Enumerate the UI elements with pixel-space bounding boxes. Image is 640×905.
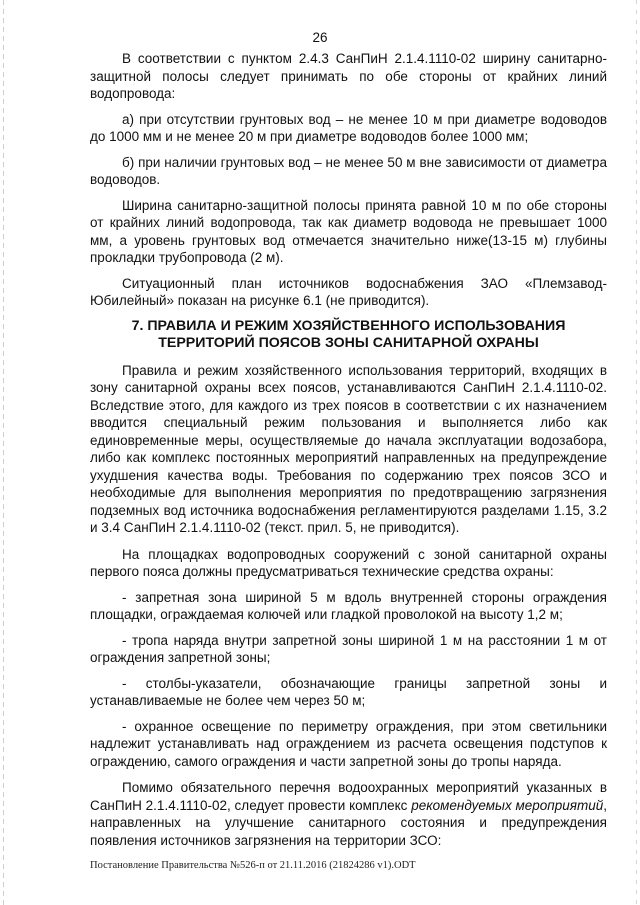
section-heading <box>90 318 607 353</box>
section-heading-line1: 7. ПРАВИЛА И РЕЖИМ ХОЗЯЙСТВЕННОГО ИСПОЛЬЗОВАНИЯ <box>131 317 566 334</box>
paragraph-situational-plan: Ситуационный план источников водоснабжения ЗАО «Племзавод-Юбилейный» показан на рисунке 6.1 (не приводится). <box>90 275 607 308</box>
scan-edge-left <box>3 0 4 905</box>
paragraph-rules-regime: Правила и режим хозяйственного использования территорий, входящих в зону санитарной охраны всех поясов, устанавливаются СанПиН 2.1.4.1110-02. Вследствие этого, для каждого из трех поясов в соответствии с их назначением вводится специальный режим пользования и выполняется либо как единовременные меры, осуществляемые до начала эксплуатации водозабора, либо как комплекс постоянных мероприятий направленных на предупреждение ухудшения качества воды. Требования по содержанию трех поясов ЗСО и необходимые для выполнения мероприятия по предотвращению загрязнения подземных вод источника водоснабжения регламентируются разделами 1.15, 3.2 и 3.4 СанПиН 2.1.4.1110-02 (текст. прил. 5, не приводится). <box>90 362 607 535</box>
paragraph-strip-width: Ширина санитарно-защитной полосы принята равной 10 м по обе стороны от крайних линий водопровода, так как диаметр водовода не превышает 1000 мм, а уровень грунтовых вод отмечается значительно ниже(13-15 м) глубины прокладки трубопровода (2 м). <box>90 197 607 265</box>
paragraph-item-a: а) при отсутствии грунтовых вод – не менее 10 м при диаметре водоводов до 1000 мм и не менее 20 м при диаметре водоводов более 1000 мм; <box>90 111 607 144</box>
list-item-security-lighting: - охранное освещение по периметру ограждения, при этом светильники надлежит устанавливать над ограждением из расчета освещения подступов к ограждению, самого ограждения и части запретной зоны до тропы наряда. <box>90 718 607 769</box>
document-body <box>90 50 607 857</box>
emphasis-text: рекомендуемых мероприятий <box>411 797 604 813</box>
text-before: Помимо обязательного перечня водоохранных мероприятий указанных в СанПиН 2.1.4.1110-02, следует провести комплекс <box>90 780 607 813</box>
paragraph-sanpin-reference: В соответствии с пунктом 2.4.3 СанПиН 2.1.4.1110-02 ширину санитарно-защитной полосы следует принимать по обе стороны от крайних линий водопровода: <box>90 51 607 101</box>
scan-edge-right <box>636 0 637 905</box>
text-after: , направленных на улучшение санитарного состояния и предупреждения появления источников загрязнения на территории ЗСО: <box>90 797 607 848</box>
page-number: 26 <box>312 30 328 45</box>
section-heading-line2: ТЕРРИТОРИЙ ПОЯСОВ ЗОНЫ САНИТАРНОЙ ОХРАНЫ <box>158 335 539 351</box>
list-item-patrol-path: - тропа наряда внутри запретной зоны шириной 1 м на расстоянии 1 м от ограждения запретной зоны; <box>90 632 607 665</box>
footer-document-id: Постановление Правительства №526-п от 21.11.2016 (21824286 v1).ODT <box>90 860 416 871</box>
paragraph-recommended-measures <box>90 779 607 849</box>
paragraph-item-b: б) при наличии грунтовых вод – не менее 50 м вне зависимости от диаметра водоводов. <box>90 154 607 187</box>
paragraph-technical-means: На площадках водопроводных сооружений с зоной санитарной охраны первого пояса должны предусматриваться технические средства охраны: <box>90 546 607 579</box>
list-item-restricted-zone: - запретная зона шириной 5 м вдоль внутренней стороны ограждения площадки, ограждаемая колючей или гладкой проволокой на высоту 1,2 м; <box>90 589 607 622</box>
list-item-marker-posts: - столбы-указатели, обозначающие границы запретной зоны и устанавливаемые не более чем через 50 м; <box>90 675 607 708</box>
